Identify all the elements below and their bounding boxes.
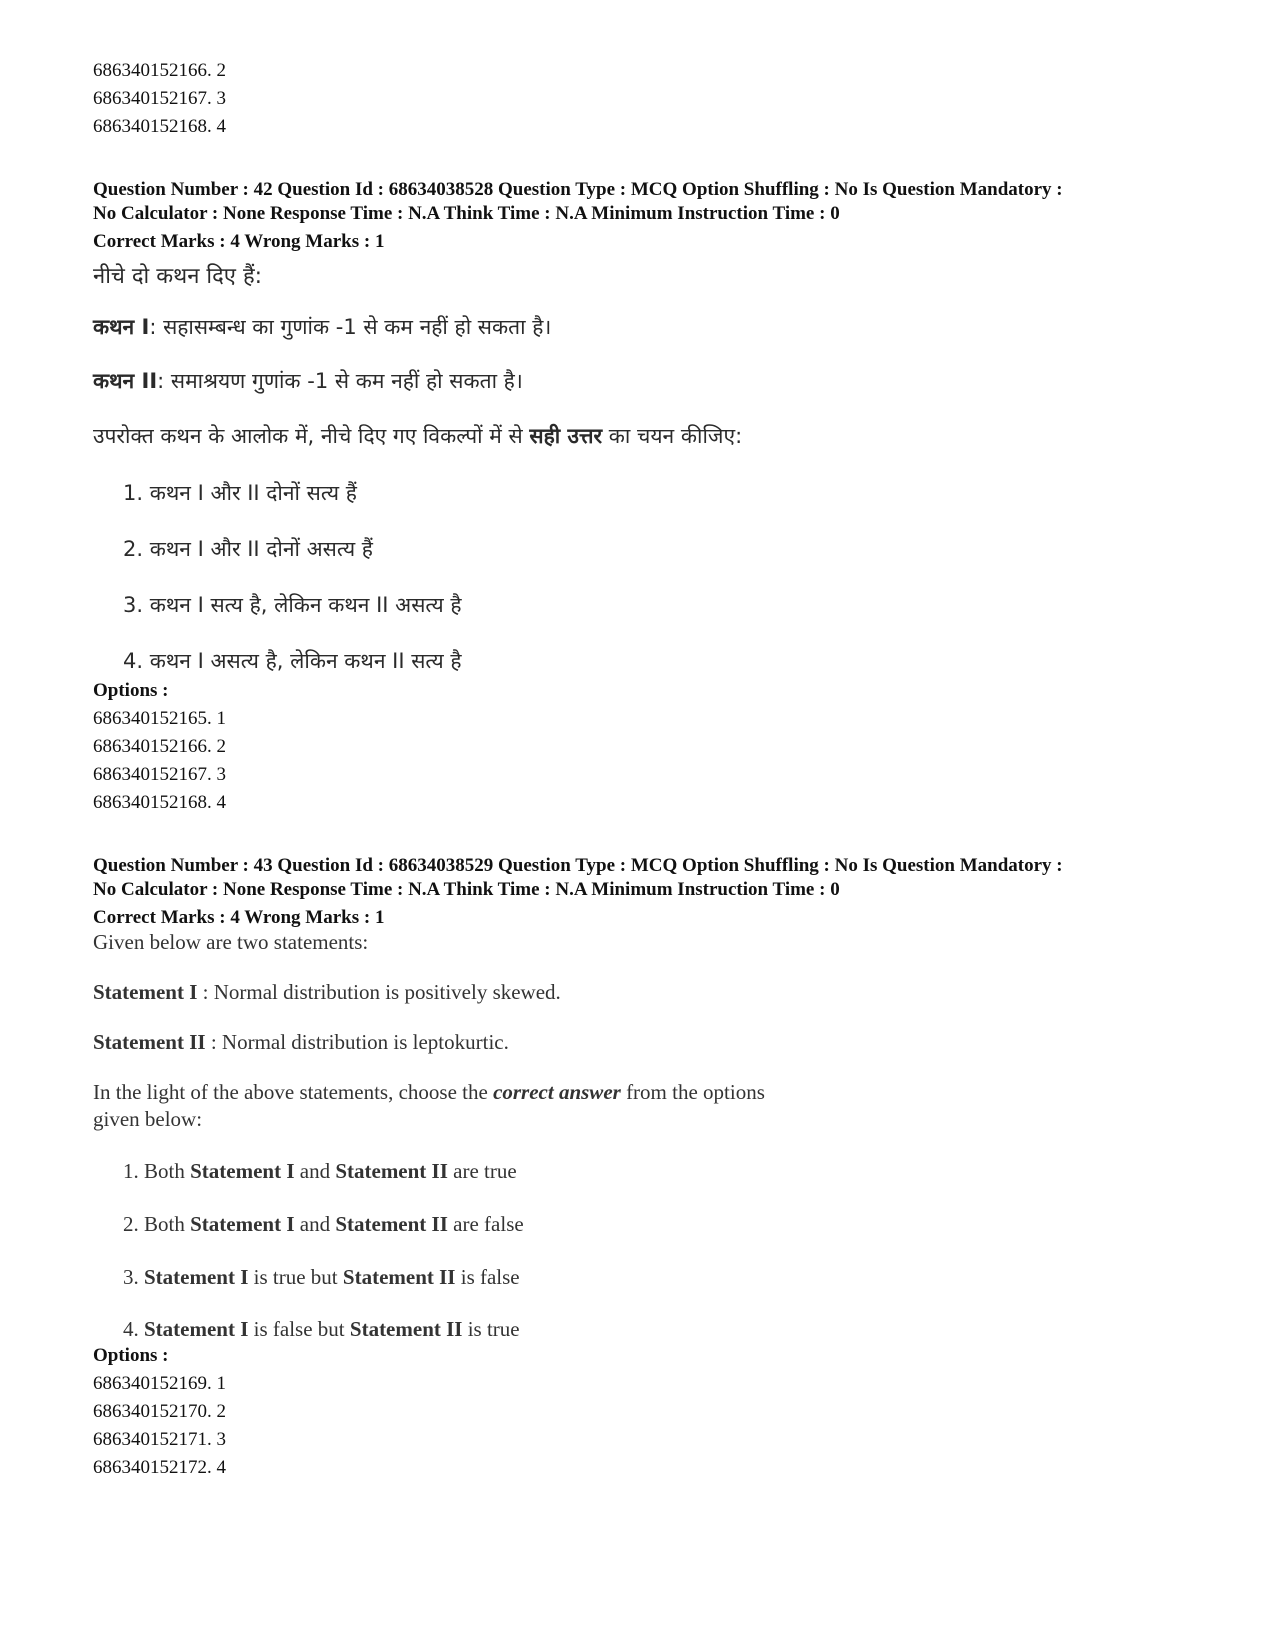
statement-1-label: Statement I [93,980,198,1004]
statement-2 [93,367,523,395]
instruction-text-end: का चयन कीजिए: [602,424,743,448]
statement-2-label: कथन II [93,369,158,393]
question-meta-line1: Question Number : 42 Question Id : 68634038528 Question Type : MCQ Option Shuffling : No Is Question Mandatory : [93,179,1063,200]
option-line: 686340152172. 4 [93,1457,226,1478]
option-line: 686340152170. 2 [93,1401,226,1422]
option-line: 686340152166. 2 [93,736,226,757]
choice-text: are true [447,1159,517,1183]
question-meta-line2: No Calculator : None Response Time : N.A Think Time : N.A Minimum Instruction Time : 0 [93,203,840,224]
answer-choice: 3. कथन I सत्य है, लेकिन कथन II असत्य है [123,593,462,617]
statement-2-text: : Normal distribution is leptokurtic. [205,1030,509,1054]
choice-text: and [294,1159,336,1183]
choice-text: 3. [123,1265,144,1289]
statement-2-text: : समाश्रयण गुणांक -1 से कम नहीं हो सकता है। [157,369,523,393]
choice-text: is false but [248,1317,350,1341]
option-line: 686340152165. 1 [93,708,226,729]
answer-choice: 2. कथन I और II दोनों असत्य हैं [123,537,373,561]
options-heading: Options : [93,1345,169,1366]
choice-emphasis: Statement II [335,1212,448,1236]
question-meta-line2: No Calculator : None Response Time : N.A Think Time : N.A Minimum Instruction Time : 0 [93,879,840,900]
statement-2 [93,1030,509,1055]
choice-text: is false [455,1265,520,1289]
choice-text: 1. Both [123,1159,191,1183]
instruction-emphasis: सही उत्तर [529,424,603,448]
option-line: 686340152171. 3 [93,1429,226,1450]
instruction-emphasis: correct answer [493,1080,621,1104]
instruction-text-end: from the options [620,1080,765,1104]
choice-emphasis: Statement II [335,1159,448,1183]
answer-choice [93,1265,520,1290]
choice-emphasis: Statement I [190,1159,295,1183]
answer-choice [93,1159,517,1184]
choice-text: is true but [248,1265,343,1289]
option-line: 686340152169. 1 [93,1373,226,1394]
choice-emphasis: Statement II [349,1317,463,1341]
choice-text: and [294,1212,336,1236]
option-line: 686340152167. 3 [93,764,226,785]
answer-choice: 4. कथन I असत्य है, लेकिन कथन II सत्य है [123,649,462,673]
choice-text: are false [447,1212,524,1236]
choice-text: 2. Both [123,1212,191,1236]
option-line: 686340152168. 4 [93,116,226,137]
question-meta-line1: Question Number : 43 Question Id : 68634038529 Question Type : MCQ Option Shuffling : No Is Question Mandatory : [93,855,1063,876]
answer-choice [93,1212,524,1237]
option-line: 686340152167. 3 [93,88,226,109]
question-intro: नीचे दो कथन दिए हैं: [93,264,263,289]
choice-text: is true [462,1317,520,1341]
answer-choice [93,1317,520,1342]
choice-emphasis: Statement I [144,1317,249,1341]
question-marks: Correct Marks : 4 Wrong Marks : 1 [93,907,385,928]
question-instruction [93,422,742,450]
statement-1 [93,980,561,1005]
options-heading: Options : [93,680,169,701]
choice-emphasis: Statement II [342,1265,456,1289]
choice-text: 4. [123,1317,144,1341]
option-line: 686340152168. 4 [93,792,226,813]
statement-1-text: : Normal distribution is positively skewed. [197,980,561,1004]
statement-2-label: Statement II [93,1030,206,1054]
answer-choice: 1. कथन I और II दोनों सत्य हैं [123,481,357,505]
choice-emphasis: Statement I [144,1265,249,1289]
question-marks: Correct Marks : 4 Wrong Marks : 1 [93,231,385,252]
statement-1-text: : सहासम्बन्ध का गुणांक -1 से कम नहीं हो सकता है। [149,315,552,339]
question-instruction-line2: given below: [93,1107,203,1131]
statement-1 [93,313,551,341]
question-instruction [93,1080,765,1105]
choice-emphasis: Statement I [190,1212,295,1236]
instruction-text: In the light of the above statements, choose the [93,1080,494,1104]
option-line: 686340152166. 2 [93,60,226,81]
question-intro: Given below are two statements: [93,930,369,954]
instruction-text: उपरोक्त कथन के आलोक में, नीचे दिए गए विकल्पों में से [93,424,530,448]
statement-1-label: कथन I [93,315,150,339]
